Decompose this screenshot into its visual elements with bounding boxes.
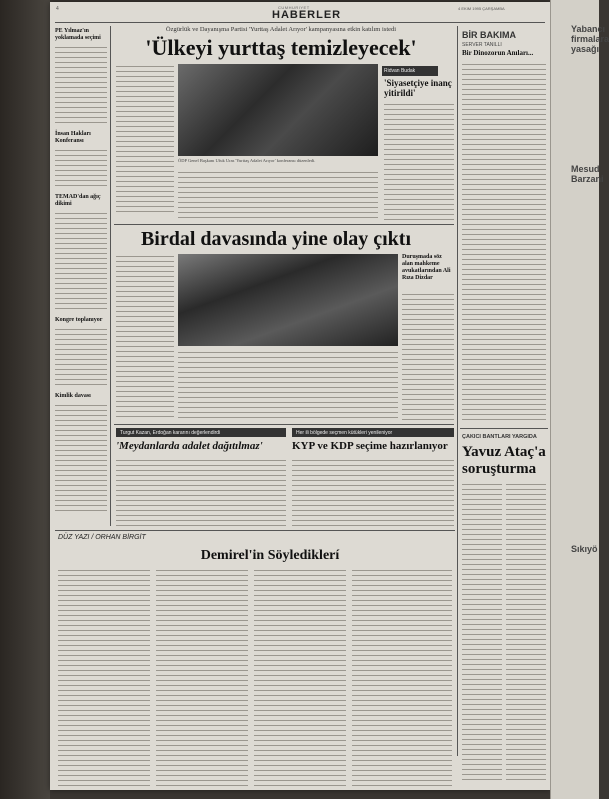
- next-page-edge: [550, 0, 609, 799]
- column-label: DÜZ YAZI / ORHAN BİRGİT: [58, 534, 146, 541]
- date-right: 4 EKIM 1995 ÇARŞAMBA: [458, 6, 505, 11]
- left-headline-1: PE Yılmaz'ın yoklamada seçimi: [55, 28, 101, 41]
- edge-headline-1: Yabancı firmalara yasağı: [571, 24, 609, 54]
- page-edge-left: [0, 0, 50, 799]
- paper-name: CUMHURIYET: [278, 5, 310, 10]
- birdal-headline: Birdal davasında yine olay çıktı: [140, 228, 412, 250]
- column-headline: Demirel'in Söylediklerí: [200, 548, 340, 563]
- lead-headline: 'Ülkeyi yurttaş temizleyecek': [145, 35, 417, 60]
- section-title: HABERLER: [272, 9, 342, 21]
- left-headline-3: TEMAD'dan ağıç dikimi: [55, 194, 101, 207]
- newspaper-page: [50, 2, 550, 790]
- turgut-headline: 'Meydanlarda adalet dağıtılmaz': [116, 440, 263, 452]
- right-bottom-headline: Yavuz Ataç'a soruşturma: [462, 444, 546, 477]
- right-label: BİR BAKIMA: [462, 30, 516, 40]
- left-column: [55, 28, 107, 478]
- right-headline: Bir Dinozorun Anıları...: [462, 49, 534, 57]
- edge-headline-2: Mesud Barzani: [571, 164, 604, 184]
- edge-headline-3: Sıkıyö: [571, 544, 598, 554]
- lead-photo: [178, 64, 378, 156]
- birdal-deck: Duruşmada söz alan mahkeme avukatlarından Ali Rıza Dizdar: [402, 254, 451, 281]
- kyp-kicker: Her ili bölgede seçmen kütükleri yenileniyor: [296, 430, 393, 436]
- kyp-headline: KYP ve KDP seçime hazırlanıyor: [292, 440, 448, 452]
- page-number: 4: [56, 6, 59, 12]
- right-author: SERVER TANILLI: [462, 42, 502, 48]
- turgut-kicker: Turgut Kazan, Erdoğan kararını değerlendirdi: [120, 430, 221, 436]
- right-bottom-kicker: ÇAKICI BANTLARI YARGIDA: [462, 434, 537, 440]
- sidebar-headline: 'Siyasetçiye inanç yitirildi': [384, 78, 452, 98]
- left-headline-2: İnsan Hakları Konferansı: [55, 131, 91, 144]
- birdal-photo: [178, 254, 398, 346]
- lead-kicker: Özgürlük ve Dayanışma Partisi 'Yurttaş Adalet Arıyor' kampanyasına etkin katılım istedi: [165, 26, 397, 33]
- sidebar-label: Ridvan Budak: [384, 68, 416, 74]
- lead-photo-caption: ÖDP Genel Başkanı Ufuk Uras 'Yurttaş Adalet Arıyor' konferansı düzenledi.: [178, 158, 316, 163]
- left-headline-5: Kimlik davası: [55, 393, 91, 399]
- left-headline-4: Kongre toplanıyor: [55, 317, 103, 323]
